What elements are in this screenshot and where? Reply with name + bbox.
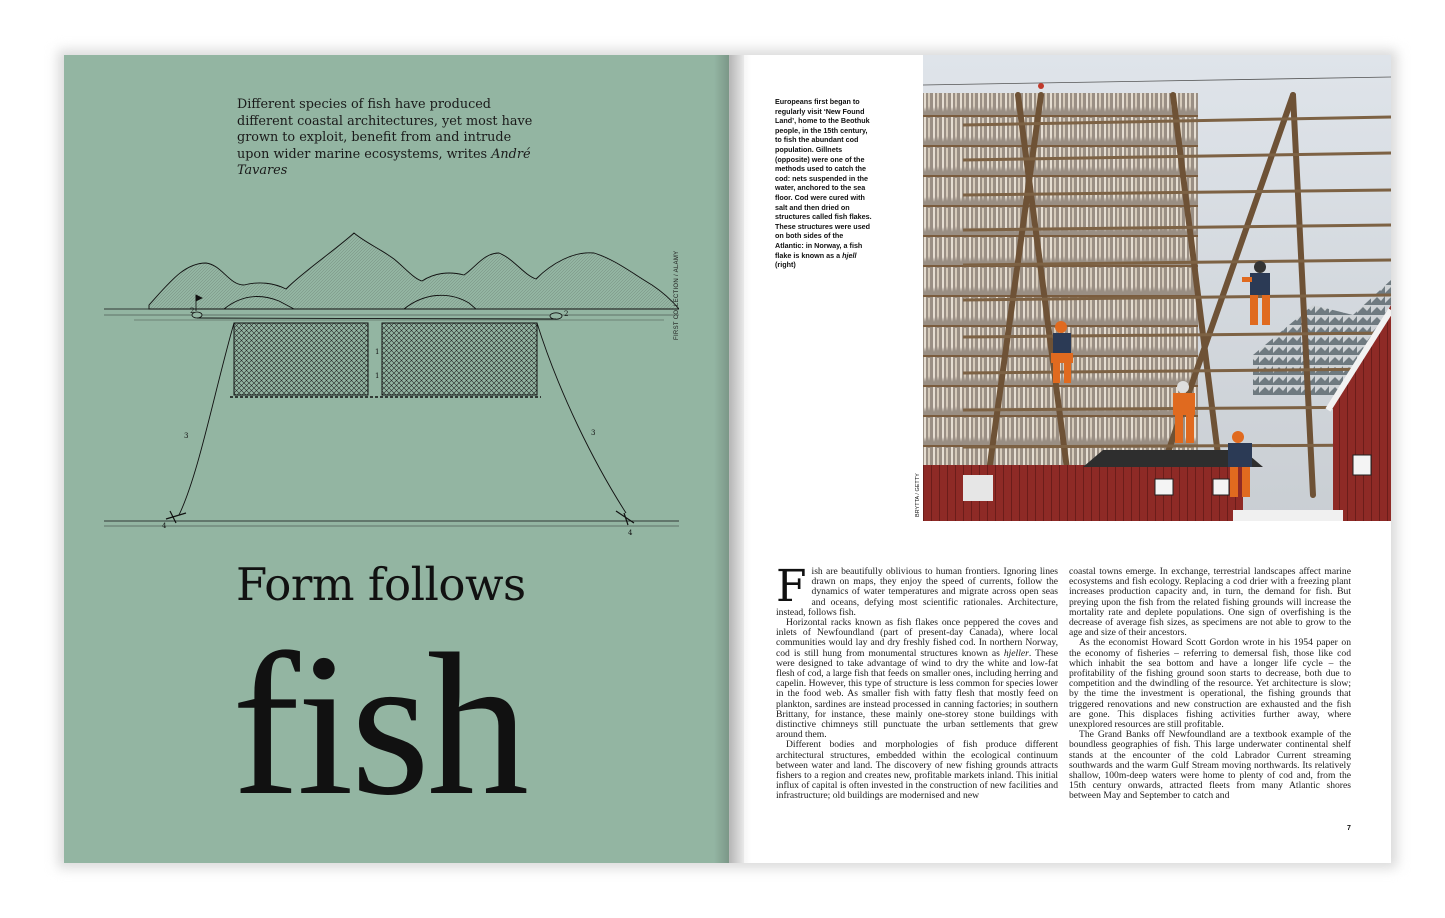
paragraph-3: Different bodies and morphologies of fish produce different architectural structures, embedded within the ecological continuum between water and land. The discovery of new fishing grounds attracts fishers to a region and creates new, profitable markets inland. This initial influx of capital is often invested in the construction of new facilities and infrastructure; old buildings are modernised and new xyxy=(776,739,1058,802)
spine-shadow xyxy=(714,55,744,863)
anchors xyxy=(166,511,634,525)
paragraph-1: Fish are beautifully oblivious to human frontiers. Ignoring lines drawn on maps, they enjoy the speed of currents, follow the dynamics of water temperatures and migrate across open seas and oceans, defying most scientific rationales. Architecture, instead, follows fish. xyxy=(776,561,1058,618)
standfirst: Different species of fish have produced different coastal architectures, yet most have grown to exploit, benefit from and intrude upon wider marine ecosystems, writes André Tavares xyxy=(237,97,533,178)
illustration-credit: FIRST COLLECTION / ALAMY xyxy=(674,250,680,340)
paragraph-6: The Grand Banks off Newfoundland are a textbook example of the boundless geographies of fish. This large underwater continental shelf stands at the encounter of the cold Labrador Current streaming southwards and the warm Gulf Stream moving northwards. Its relatively shallow, 100m-deep waters were home to plenty of cod and, from the 15th century onwards, attracted fleets from many Atlantic shores between May and September to catch and xyxy=(1069,729,1351,802)
label-4a: 4 xyxy=(162,522,167,530)
label-2b: 2 xyxy=(564,310,569,318)
headline-line-1: Form follows xyxy=(236,558,526,611)
mountains xyxy=(149,233,679,309)
gillnet-illustration xyxy=(104,223,679,553)
label-1b: 1 xyxy=(375,372,380,380)
author-name: André Tavares xyxy=(237,146,531,178)
label-3a: 3 xyxy=(184,432,189,440)
paragraph-5: As the economist Howard Scott Gordon wrote in his 1954 paper on the economy of fisheries – referring to demersal fish, those like cod which inhabit the sea bottom and have a longer life cycle – the profitability of the fishing ground soon starts to decrease, both due to competition and the dwindling of the resource. Yet architecture is slow; by the time the investment is operational, the fishing grounds that triggered renovations and new construction are exhausted and the fish are gone. This displaces fishing activities further away, where unexplored resources are still profitable. xyxy=(1069,637,1351,731)
paragraph-2: Horizontal racks known as fish flakes once peppered the coves and inlets of Newfoundland (part of present-day Canada), where local communities would lay and dry freshly fished cod. In northern Norway, cod is still hung from monumental structures known as hjeller. These were designed to take advantage of wind to dry the white and low-fat flesh of cod, a large fish that feeds on smaller ones, including herring and capelin. However, this type of structure is less common for species lower in the food web. As smaller fish with fatty flesh that mostly feed on plankton, sardines are instead processed in canning factories; in southern Brittany, for instance, these mainly one-storey stone buildings with distinctive chimneys still punctuate the urban settlements that grew around them. xyxy=(776,617,1059,741)
fish-flake-photo xyxy=(923,55,1391,521)
gillnet-left xyxy=(234,323,368,395)
label-3b: 3 xyxy=(591,429,596,437)
page-number: 7 xyxy=(1347,825,1351,832)
body-column-1 xyxy=(776,561,1059,802)
label-1a: 1 xyxy=(375,348,380,356)
right-page xyxy=(729,55,1391,863)
left-page xyxy=(64,55,729,863)
gillnet-right xyxy=(382,323,537,395)
headline-line-2: fish xyxy=(232,612,526,838)
paragraph-4: coastal towns emerge. In exchange, terrestrial landscapes affect marine ecosystems and fish ecology. Replacing a cod drier with a freezing plant increases production capacity and, in turn, the demand for fish. But preying upon the fish from the related fishing grounds will increase the mortality rate and deplete populations. One sign of overfishing is the decrease of average fish sizes, as specimens are not able to grow to the age and size of their ancestors. xyxy=(1069,566,1351,639)
body-column-2 xyxy=(1069,567,1351,802)
photo-credit: BRYTTA / GETTY xyxy=(915,473,921,517)
photo-caption: Europeans first began to regularly visit ‘New Found Land’, home to the Beothuk people, in the 15th century, to fish the abundant cod population. Gillnets (opposite) were one of the methods used to catch the cod: nets suspended in the water, anchored to the sea floor. Cod were cured with salt and then dried on structures called fish flakes. These structures were used on both sides of the Atlantic: in Norway, a fish flake is known as a hjell (right) xyxy=(775,97,872,270)
label-2a: 2 xyxy=(190,307,195,315)
label-4b: 4 xyxy=(628,529,633,537)
drop-cap: F xyxy=(776,561,807,612)
